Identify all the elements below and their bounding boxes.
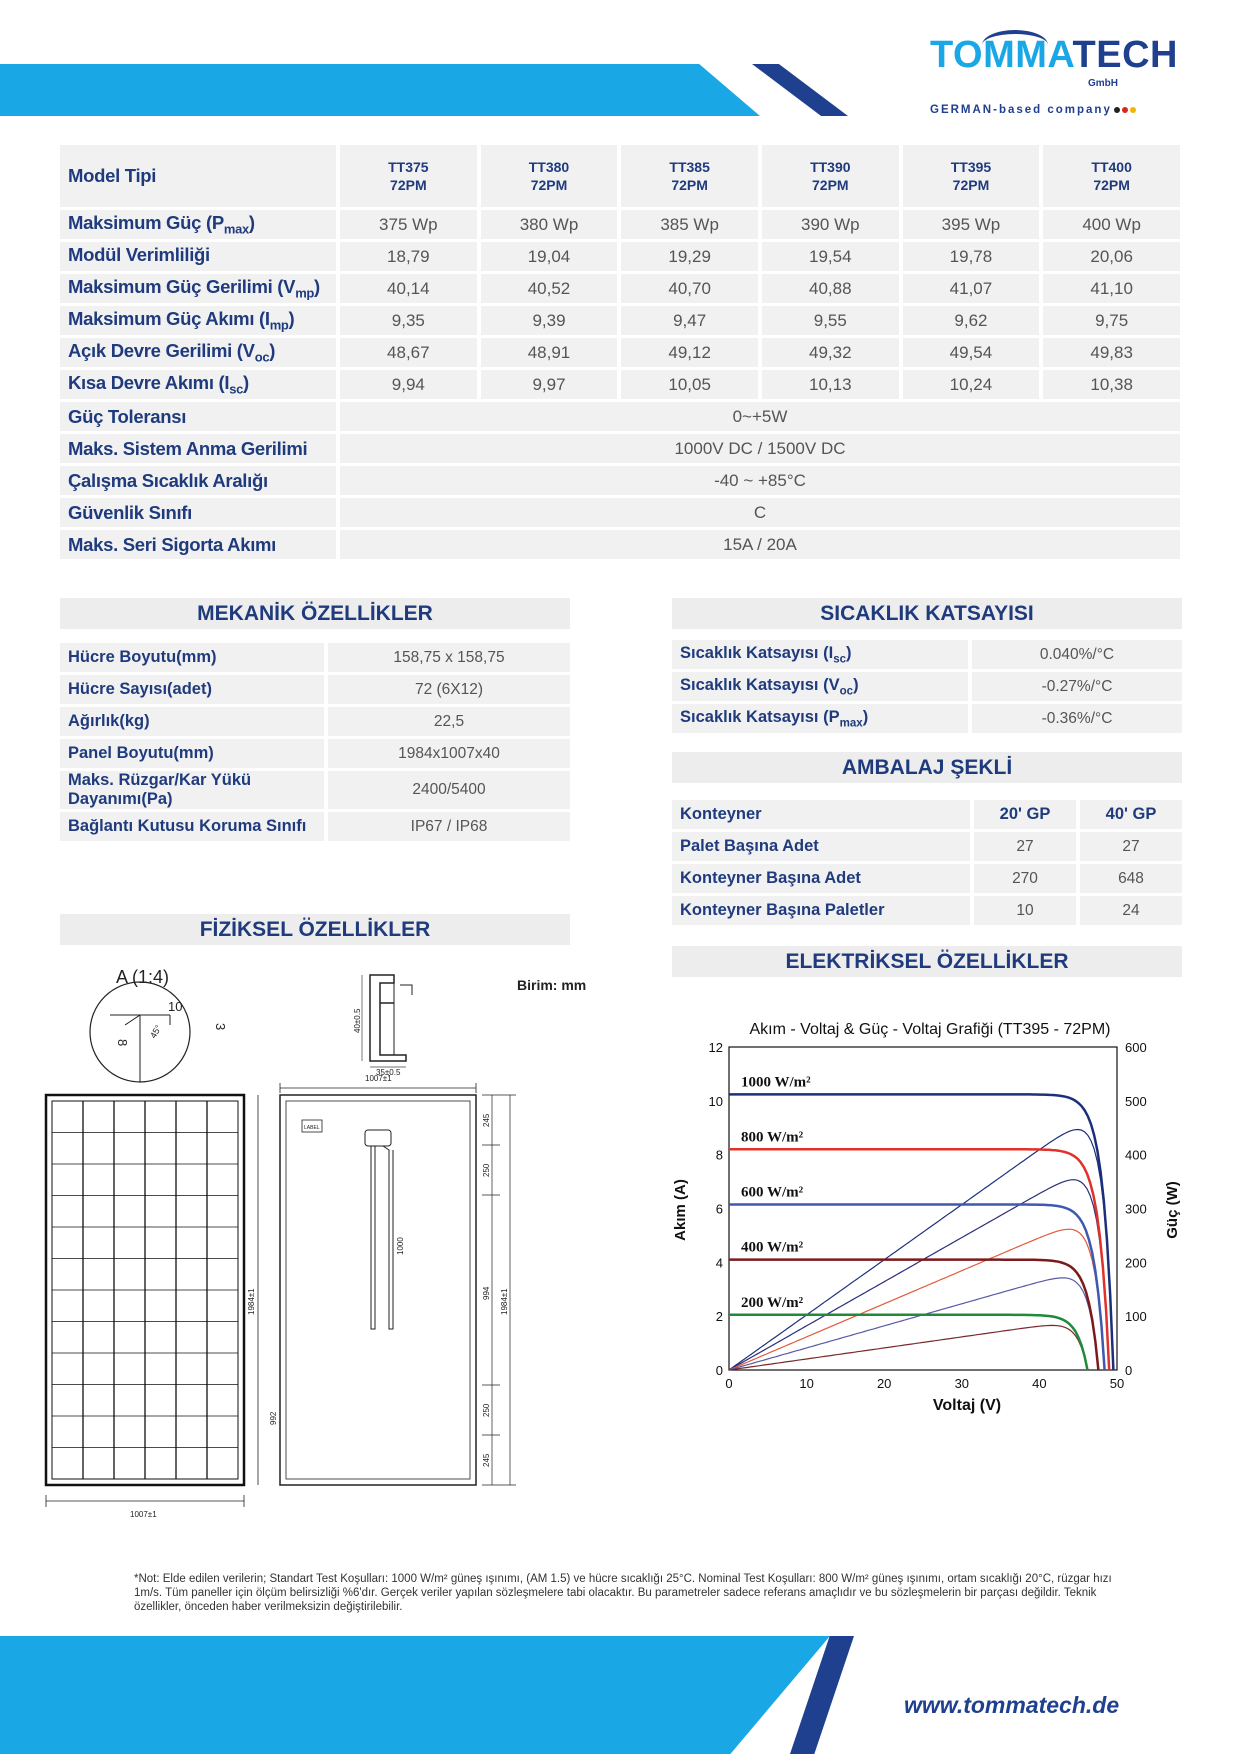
row-label xyxy=(60,274,336,303)
y-axis-label: Akım (A) xyxy=(672,1179,689,1241)
packaging-table xyxy=(668,797,1186,928)
row-label-sub: max xyxy=(223,221,249,237)
current-curve xyxy=(729,1205,1105,1371)
row-label-tail: ) xyxy=(243,372,249,394)
value-cell: 9,35 xyxy=(340,306,477,335)
x-tick-label: 40 xyxy=(1032,1376,1047,1391)
table-row xyxy=(60,338,1180,367)
value-cell: 648 xyxy=(1080,864,1182,893)
table-row xyxy=(60,306,1180,335)
value-cell: 10,13 xyxy=(762,370,899,399)
model-sub: 72PM xyxy=(812,177,849,193)
table-row xyxy=(60,498,1180,527)
table-row xyxy=(60,434,1180,463)
dim-cable: 1000 xyxy=(396,1237,405,1255)
value-cell: 22,5 xyxy=(328,707,570,736)
value-cell: 400 Wp xyxy=(1043,210,1180,239)
value-cell: 10,24 xyxy=(903,370,1040,399)
panel-front xyxy=(46,1095,244,1519)
frame-profile xyxy=(370,975,406,1061)
value-cell: 41,10 xyxy=(1043,274,1180,303)
value-cell: 19,29 xyxy=(621,242,758,271)
row-label xyxy=(672,640,968,669)
value-cell: 9,62 xyxy=(903,306,1040,335)
mechanical-title: MEKANİK ÖZELLİKLER xyxy=(60,598,570,629)
detail-label: A (1:4) xyxy=(116,967,170,987)
value-cell: 24 xyxy=(1080,896,1182,925)
value-cell: 19,54 xyxy=(762,242,899,271)
y2-tick-label: 500 xyxy=(1125,1093,1147,1109)
model-sub: 72PM xyxy=(952,177,990,193)
x-tick-label: 50 xyxy=(1109,1376,1125,1391)
dim-frame-w: 35±0.5 xyxy=(376,1068,401,1077)
footnote: *Not: Elde edilen verilerin; Standart Test Koşulları: 1000 W/m² güneş ışınımı, (AM 1.5) ve hücre sıcaklığı 25°C. Nominal Test Koşulları: 800 W/m² güneş ışınımı, ortam sıcaklığı 20°C, rüzgar hızı 1m/s. Tüm paneller için ölçüm belirsizliği %6'dır. Gerçek veriler yapılan sözleşmelere tabi olacaktır. Bu parametreler sadece referans amaçlıdır ve bu sözleşmelerin bir parçası değildir. Teknik özellikler, önceden haber verilmeksizin değiştirilebilir. xyxy=(134,1573,1112,1613)
value-cell: 10 xyxy=(974,896,1076,925)
value-cell: 380 Wp xyxy=(481,210,618,239)
row-label: Panel Boyutu(mm) xyxy=(60,739,324,768)
value-cell: 49,32 xyxy=(762,338,899,367)
table-row xyxy=(672,864,1182,893)
column-header: 20' GP xyxy=(974,800,1076,829)
value-cell: 19,78 xyxy=(903,242,1040,271)
row-label: Palet Başına Adet xyxy=(672,832,970,861)
dim-245b: 245 xyxy=(482,1453,491,1467)
row-label: Ağırlık(kg) xyxy=(60,707,324,736)
panel-drawing xyxy=(40,955,600,1560)
dim-width-bottom: 1007±1 xyxy=(130,1510,157,1519)
value-cell: 49,83 xyxy=(1043,338,1180,367)
row-label xyxy=(60,306,336,335)
model-name: TT380 xyxy=(528,159,570,175)
row-label: Güvenlik Sınıfı xyxy=(60,498,336,527)
row-label xyxy=(60,370,336,399)
logo-arc xyxy=(982,30,1048,60)
dim-width-top: 1007±1 xyxy=(365,1074,392,1083)
series-label: 800 W/m² xyxy=(741,1129,804,1146)
model-name: TT375 xyxy=(388,159,429,175)
row-label: Bağlantı Kutusu Koruma Sınıfı xyxy=(60,812,324,841)
table-row xyxy=(60,675,570,704)
row-label-tail: ) xyxy=(853,675,859,694)
row-label: Maks. Seri Sigorta Akımı xyxy=(60,530,336,559)
brand-tagline: GERMAN-based company xyxy=(930,104,1136,116)
table-row xyxy=(60,643,570,672)
y-tick-label: 8 xyxy=(715,1147,723,1163)
row-label: Maks. Sistem Anma Gerilimi xyxy=(60,434,336,463)
value-cell: 10,05 xyxy=(621,370,758,399)
value-cell: 9,97 xyxy=(481,370,618,399)
dim-8: 8 xyxy=(115,1039,130,1047)
table-row xyxy=(60,812,570,841)
row-label-text: Maksimum Güç Gerilimi (V xyxy=(68,276,296,298)
y2-tick-label: 600 xyxy=(1125,1040,1147,1055)
row-label: Hücre Boyutu(mm) xyxy=(60,643,324,672)
merged-value-cell: 0~+5W xyxy=(340,402,1180,431)
chart-title: Akım - Voltaj & Güç - Voltaj Grafiği (TT395 - 72PM) xyxy=(749,1021,1111,1038)
row-label: Çalışma Sıcaklık Aralığı xyxy=(60,466,336,495)
row-label xyxy=(60,210,336,239)
y-tick-label: 2 xyxy=(715,1309,723,1325)
power-curve xyxy=(729,1180,1109,1370)
value-cell: 40,14 xyxy=(340,274,477,303)
value-cell: 27 xyxy=(974,832,1076,861)
dim-45: 45° xyxy=(148,1023,164,1040)
value-cell: 20,06 xyxy=(1043,242,1180,271)
row-label-text: Modül Verimliliği xyxy=(68,244,210,266)
value-cell: 72 (6X12) xyxy=(328,675,570,704)
value-cell: 1984x1007x40 xyxy=(328,739,570,768)
model-name: TT395 xyxy=(950,159,992,175)
row-label-sub: oc xyxy=(839,685,854,698)
model-cell xyxy=(340,145,477,207)
table-row xyxy=(60,530,1180,559)
y2-tick-label: 300 xyxy=(1125,1201,1147,1217)
dim-992: 992 xyxy=(269,1411,278,1425)
row-label-text: Sıcaklık Katsayısı (I xyxy=(680,643,834,662)
y2-tick-label: 0 xyxy=(1125,1363,1133,1378)
dim-245a: 245 xyxy=(482,1113,491,1127)
dim-250b: 250 xyxy=(482,1403,491,1417)
iv-pv-chart xyxy=(640,1010,1200,1430)
label-box: LABEL xyxy=(304,1125,320,1131)
model-cell xyxy=(762,145,899,207)
value-cell: 270 xyxy=(974,864,1076,893)
row-label: Konteyner Başına Adet xyxy=(672,864,970,893)
value-cell: 27 xyxy=(1080,832,1182,861)
model-name: TT400 xyxy=(1091,159,1132,175)
temperature-title: SICAKLIK KATSAYISI xyxy=(672,598,1182,629)
model-name: TT390 xyxy=(810,159,851,175)
dim-length-right: 1984±1 xyxy=(500,1288,509,1315)
y2-tick-label: 200 xyxy=(1125,1255,1147,1271)
value-cell: 390 Wp xyxy=(762,210,899,239)
series-label: 1000 W/m² xyxy=(741,1074,811,1091)
y2-axis-label: Güç (W) xyxy=(1164,1181,1181,1239)
value-cell: 385 Wp xyxy=(621,210,758,239)
table-row xyxy=(60,274,1180,303)
row-label-text: Sıcaklık Katsayısı (P xyxy=(680,707,840,726)
value-cell: 40,88 xyxy=(762,274,899,303)
value-cell: 2400/5400 xyxy=(328,771,570,809)
row-label: Hücre Sayısı(adet) xyxy=(60,675,324,704)
value-cell: 19,04 xyxy=(481,242,618,271)
value-cell: 49,12 xyxy=(621,338,758,367)
model-name: TT385 xyxy=(669,159,710,175)
x-tick-label: 10 xyxy=(799,1376,814,1391)
value-cell: 49,54 xyxy=(903,338,1040,367)
value-cell: -0.36%/°C xyxy=(972,704,1182,733)
model-sub: 72PM xyxy=(390,177,427,193)
panel-back xyxy=(247,1074,516,1485)
table-row xyxy=(60,210,1180,239)
row-label-sub: sc xyxy=(229,381,244,397)
mechanical-table xyxy=(56,640,574,844)
dim-3: 3 xyxy=(213,1023,228,1031)
row-label-text: Kısa Devre Akımı (I xyxy=(68,372,230,394)
dim-length-left: 1984±1 xyxy=(247,1288,256,1315)
row-label-text: Maksimum Güç Akımı (I xyxy=(68,308,270,330)
row-label-sub: mp xyxy=(269,317,289,333)
temperature-table xyxy=(668,637,1186,736)
physical-title: FİZİKSEL ÖZELLİKLER xyxy=(60,914,570,945)
row-label xyxy=(672,672,968,701)
header-band xyxy=(0,64,760,116)
dim-250a: 250 xyxy=(482,1163,491,1177)
electrical-title: ELEKTRİKSEL ÖZELLİKLER xyxy=(672,946,1182,977)
model-sub: 72PM xyxy=(671,177,708,193)
row-label-sub: mp xyxy=(295,285,315,301)
row-label: Konteyner Başına Paletler xyxy=(672,896,970,925)
row-label-text: Açık Devre Gerilimi (V xyxy=(68,340,255,362)
model-sub: 72PM xyxy=(530,177,568,193)
value-cell: 395 Wp xyxy=(903,210,1040,239)
merged-value-cell: 1000V DC / 1500V DC xyxy=(340,434,1180,463)
row-label-sub: sc xyxy=(833,653,847,666)
y2-tick-label: 100 xyxy=(1125,1309,1147,1325)
row-label xyxy=(60,338,336,367)
row-label-tail: ) xyxy=(269,340,276,362)
y-tick-label: 12 xyxy=(708,1040,723,1055)
y-tick-label: 10 xyxy=(708,1093,723,1109)
value-cell: IP67 / IP68 xyxy=(328,812,570,841)
x-axis-label: Voltaj (V) xyxy=(932,1397,1002,1414)
value-cell: -0.27%/°C xyxy=(972,672,1182,701)
dim-994: 994 xyxy=(482,1286,491,1300)
table-row xyxy=(60,466,1180,495)
value-cell: 9,39 xyxy=(481,306,618,335)
value-cell: 9,55 xyxy=(762,306,899,335)
brand-logo xyxy=(930,34,1178,124)
row-label-text: Sıcaklık Katsayısı (V xyxy=(680,675,840,694)
x-tick-label: 0 xyxy=(725,1376,733,1391)
table-row xyxy=(60,771,570,809)
row-label: Güç Toleransı xyxy=(60,402,336,431)
header-stripe xyxy=(752,64,848,116)
brand-name: TOMMATECH xyxy=(930,34,1178,76)
row-label-text: Maksimum Güç (P xyxy=(68,212,224,234)
value-cell: 9,75 xyxy=(1043,306,1180,335)
brand-gmbh: GmbH xyxy=(1088,78,1118,89)
model-cell xyxy=(1043,145,1180,207)
model-row xyxy=(60,145,1180,207)
current-curve xyxy=(729,1315,1088,1370)
table-row xyxy=(60,370,1180,399)
series-label: 200 W/m² xyxy=(741,1294,804,1311)
value-cell: 40,70 xyxy=(621,274,758,303)
row-label: Konteyner xyxy=(672,800,970,829)
model-cell xyxy=(481,145,618,207)
value-cell: 0.040%/°C xyxy=(972,640,1182,669)
table-row xyxy=(672,832,1182,861)
x-tick-label: 30 xyxy=(954,1376,970,1391)
row-label-tail: ) xyxy=(314,276,320,298)
value-cell: 48,91 xyxy=(481,338,618,367)
row-label xyxy=(60,242,336,271)
detail-lines xyxy=(110,1015,170,1082)
value-cell: 158,75 x 158,75 xyxy=(328,643,570,672)
dim-10: 10 xyxy=(168,999,183,1014)
value-cell: 48,67 xyxy=(340,338,477,367)
value-cell: 375 Wp xyxy=(340,210,477,239)
row-label-tail: ) xyxy=(846,643,852,662)
model-cell xyxy=(621,145,758,207)
table-row xyxy=(672,704,1182,733)
row-label-sub: max xyxy=(839,717,863,730)
table-row xyxy=(60,402,1180,431)
packaging-title: AMBALAJ ŞEKLİ xyxy=(672,752,1182,783)
column-header: 40' GP xyxy=(1080,800,1182,829)
table-row xyxy=(60,739,570,768)
table-row xyxy=(672,896,1182,925)
model-cell xyxy=(903,145,1040,207)
unit-note: Birim: mm xyxy=(517,977,587,993)
value-cell: 41,07 xyxy=(903,274,1040,303)
model-sub: 72PM xyxy=(1093,177,1130,193)
value-cell: 10,38 xyxy=(1043,370,1180,399)
table-row xyxy=(60,242,1180,271)
dim-frame-h: 40±0.5 xyxy=(353,1008,362,1033)
series-label: 400 W/m² xyxy=(741,1239,804,1256)
y-tick-label: 0 xyxy=(715,1363,723,1378)
row-label-tail: ) xyxy=(862,707,869,726)
model-label: Model Tipi xyxy=(60,145,336,207)
row-label-tail: ) xyxy=(248,212,255,234)
row-label-tail: ) xyxy=(288,308,295,330)
series-label: 600 W/m² xyxy=(741,1184,804,1201)
spec-table xyxy=(56,142,1184,562)
footer-band xyxy=(0,1636,830,1754)
x-tick-label: 20 xyxy=(876,1376,892,1391)
y2-tick-label: 400 xyxy=(1125,1147,1147,1163)
merged-value-cell: 15A / 20A xyxy=(340,530,1180,559)
value-cell: 40,52 xyxy=(481,274,618,303)
table-row xyxy=(672,672,1182,701)
value-cell: 9,47 xyxy=(621,306,758,335)
table-row xyxy=(672,640,1182,669)
y-tick-label: 4 xyxy=(715,1255,723,1271)
row-label-sub: oc xyxy=(254,349,270,365)
value-cell: 18,79 xyxy=(340,242,477,271)
value-cell: 9,94 xyxy=(340,370,477,399)
table-row xyxy=(60,707,570,736)
merged-value-cell: C xyxy=(340,498,1180,527)
row-label xyxy=(672,704,968,733)
merged-value-cell: -40 ~ +85°C xyxy=(340,466,1180,495)
row-label: Maks. Rüzgar/Kar Yükü Dayanımı(Pa) xyxy=(60,771,324,809)
y-tick-label: 6 xyxy=(715,1201,723,1217)
website-link[interactable]: www.tommatech.de xyxy=(904,1692,1120,1718)
packaging-header-row xyxy=(672,800,1182,829)
